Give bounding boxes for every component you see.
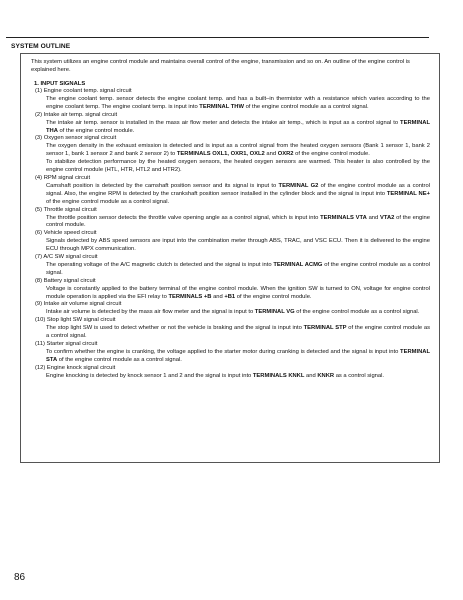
signal-item-body: Intake air volume is detected by the mass air flow meter and the signal is input to TERMINAL VG of the engine control module as a control signal. xyxy=(46,309,420,316)
signal-item-body: The operating voltage of the A/C magnetic clutch is detected and the signal is input into TERMINAL ACMG of the engine control module as a control signal. xyxy=(46,261,431,276)
signal-item-body: Camshaft position is detected by the camshaft position sensor and its signal is input to TERMINAL G2 of the engine control module as a control signal. Also, the engine RPM is detected by the crankshaft position sensor installed in the cylinder block and the signal is input into TERMINAL NE+ of the engine control module as a control signal. xyxy=(46,182,430,205)
content-frame xyxy=(20,53,440,463)
intro-paragraph: This system utilizes an engine control module and maintains overall control of the engine, transmission and so on. An outline of the engine control is explained here. xyxy=(31,59,410,73)
input-signals-heading: 1. INPUT SIGNALS xyxy=(34,81,86,87)
signal-item-title: (10) Stop light SW signal circuit xyxy=(35,317,116,324)
signal-item-title: (4) RPM signal circuit xyxy=(35,174,91,181)
signal-item xyxy=(35,112,430,136)
signal-item xyxy=(35,301,430,317)
signal-item-title: (6) Vehicle speed circuit xyxy=(35,230,97,237)
signal-item xyxy=(35,341,430,365)
signal-item-title: (3) Oxygen sensor signal circuit xyxy=(35,135,117,142)
signal-item-title: (7) A/C SW signal circuit xyxy=(35,254,98,261)
signal-item xyxy=(35,88,430,112)
signal-list xyxy=(31,88,430,381)
signal-item-title: (1) Engine coolant temp. signal circuit xyxy=(35,88,132,94)
signal-item xyxy=(35,207,430,231)
signal-item xyxy=(35,278,430,302)
signal-item-title: (11) Starter signal circuit xyxy=(35,341,98,347)
signal-item-title: (5) Throttle signal circuit xyxy=(35,206,97,213)
signal-item xyxy=(35,365,430,381)
signal-item-title: (12) Engine knock signal circuit xyxy=(35,364,116,371)
signal-item xyxy=(35,175,430,207)
signal-item-body: Signals detected by ABS speed sensors are input into the combination meter through ABS, TRAC, and VSC ECU. Then it is delivered to the engine ECU through MPX communication. xyxy=(46,238,430,253)
signal-item-body: The throttle position sensor detects the throttle valve opening angle as a control signal, which is input into TERMINALS VTA and VTA2 of the engine control module. xyxy=(46,214,430,229)
signal-item-body: The engine coolant temp. sensor detects the engine coolant temp. and has a built–in thermistor with a resistance which varies according to the engine coolant temp. The engine coolant temp. is input into TERMINAL THW of the engine control module as a control signal. xyxy=(46,95,430,110)
signal-item xyxy=(35,230,430,254)
page-number: 86 xyxy=(14,572,26,583)
top-rule xyxy=(6,37,429,38)
signal-item-title: (8) Battery signal circuit xyxy=(35,277,96,284)
section-title: SYSTEM OUTLINE xyxy=(11,43,71,50)
signal-item-title: (2) Intake air temp. signal circuit xyxy=(35,111,118,118)
signal-item-body: The stop light SW is used to detect whether or not the vehicle is braking and the signal is input into TERMINAL STP of the engine control module as a control signal. xyxy=(46,325,430,340)
signal-item-body: Voltage is constantly applied to the battery terminal of the engine control module. When the ignition SW is turned to ON, voltage for engine control module operation is applied via the EFI relay to TERMINALS +B and +B1 of the engine control module. xyxy=(46,285,430,300)
signal-item-body: The intake air temp. sensor is installed in the mass air flow meter and detects the intake air temp., which is input as a control signal to TERMINAL THA of the engine control module. xyxy=(46,119,430,134)
signal-item xyxy=(35,254,430,278)
signal-item-body: The oxygen density in the exhaust emission is detected and is input as a control signal from the heated oxygen sensors (Bank 1 sensor 1, bank 2 sensor 1, bank 1 sensor 2 and bank 2 sensor 2) to TERMINALS OXL1, OXR1, OXL2 and OXR2 of the engine control module. To stabilize detection performance by the heated oxygen sensors, the heated oxygen sensors are warmed. This heater is also controlled by the engine control module (HTL, HTR, HTL2 and HTR2). xyxy=(46,143,430,174)
signal-item-body: To confirm whether the engine is cranking, the voltage applied to the starter motor during cranking is detected and the signal is input into TERMINAL STA of the engine control module as a control signal. xyxy=(46,348,430,363)
signal-item xyxy=(35,317,430,341)
signal-item-body: Engine knocking is detected by knock sensor 1 and 2 and the signal is input into TERMINALS KNKL and KNKR as a control signal. xyxy=(46,372,385,379)
signal-item-title: (9) Intake air volume signal circuit xyxy=(35,301,122,308)
signal-item xyxy=(35,135,430,175)
